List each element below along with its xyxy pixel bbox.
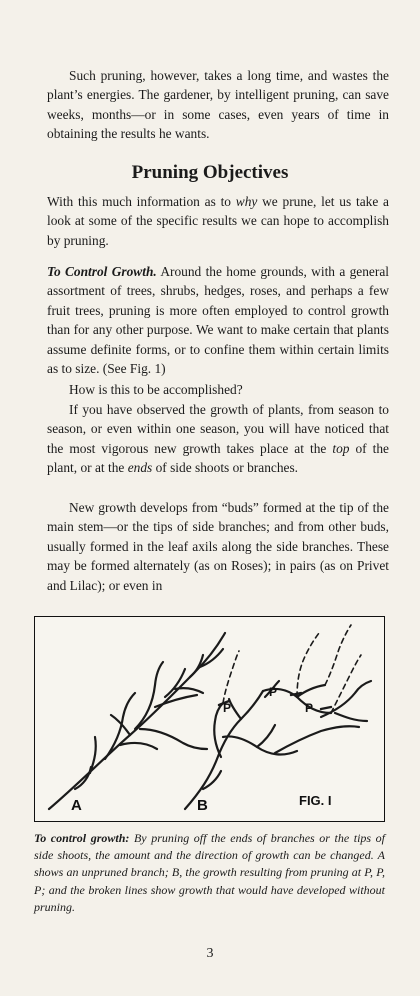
paragraph-observation-text-a: If you have observed the growth of plants, from season to season, or even within one season, you will have noticed that the most vigorous new growth takes place at the: [47, 402, 389, 456]
branch-drawing: [35, 617, 384, 821]
page-number: 3: [206, 946, 214, 961]
paragraph-control-growth: [47, 262, 389, 378]
paragraph-question: [47, 380, 389, 399]
caption-text: By pruning off the ends of branches or the tips of side shoots, the amount and the direction of growth can be changed. A shows an unpruned branch; B, the growth resulting from pruning at P, P, P; and the broken lines show growth that would have developed without pruning.: [34, 831, 385, 914]
figure-caption: [34, 830, 385, 916]
paragraph-objectives-text-a: With this much information as to: [47, 194, 236, 209]
pruning-point-label: P: [269, 685, 278, 699]
figure-illustration: [34, 616, 385, 822]
paragraph-observation-text-b: of the plant, or at the: [47, 440, 389, 476]
paragraph-observation-text-c: of side shoots or branches.: [152, 460, 299, 476]
pruning-point-label: P: [305, 701, 314, 715]
paragraph-intro-text: Such pruning, however, takes a long time, and wastes the plant’s energies. The gardener, by intelligent pruning, can save weeks, months—or in some cases, even years of time in obtaining the results he wants.: [47, 68, 389, 142]
figure-label-b: B: [197, 797, 208, 814]
paragraph-control-growth-text: Around the home grounds, with a general assortment of trees, shrubs, hedges, roses, and perhaps a few fruit trees, pruning is more often employed to control growth than for any other purpose. We want to make certain that plants assume definite forms, or to confine them within certain limits as to size. (See Fig. 1): [47, 264, 389, 377]
figure-title: FIG. I: [299, 793, 332, 808]
emphasis-ends: ends: [127, 460, 153, 476]
paragraph-objectives-text-b: we prune, let us take a look at some of the specific results we can hope to accomplish by pruning.: [47, 194, 389, 248]
section-heading: Pruning Objectives: [131, 162, 289, 183]
emphasis-top: top: [332, 440, 350, 456]
emphasis-why: why: [235, 194, 258, 209]
figure-label-a: A: [71, 797, 82, 814]
paragraph-buds: [47, 498, 389, 595]
run-in-heading: To Control Growth.: [47, 264, 157, 279]
pruned-branch-b: [185, 681, 371, 809]
paragraph-objectives: [47, 192, 389, 250]
paragraph-question-text: How is this to be accomplished?: [69, 382, 243, 397]
unpruned-growth-lines: [223, 625, 361, 713]
paragraph-buds-text: New growth develops from “buds” formed at the tip of the main stem—or the tips of side branches; and from other buds, usually formed in the leaf axils along the side branches. These may be formed alternately (as on Roses); in pairs (as on Privet and Lilac); or even in: [47, 500, 389, 593]
unpruned-branch-a: [49, 633, 225, 809]
paragraph-observation: [47, 400, 389, 478]
paragraph-intro: [47, 66, 389, 144]
caption-lead: To control growth:: [34, 831, 130, 845]
pruning-point-label: P: [223, 701, 232, 715]
